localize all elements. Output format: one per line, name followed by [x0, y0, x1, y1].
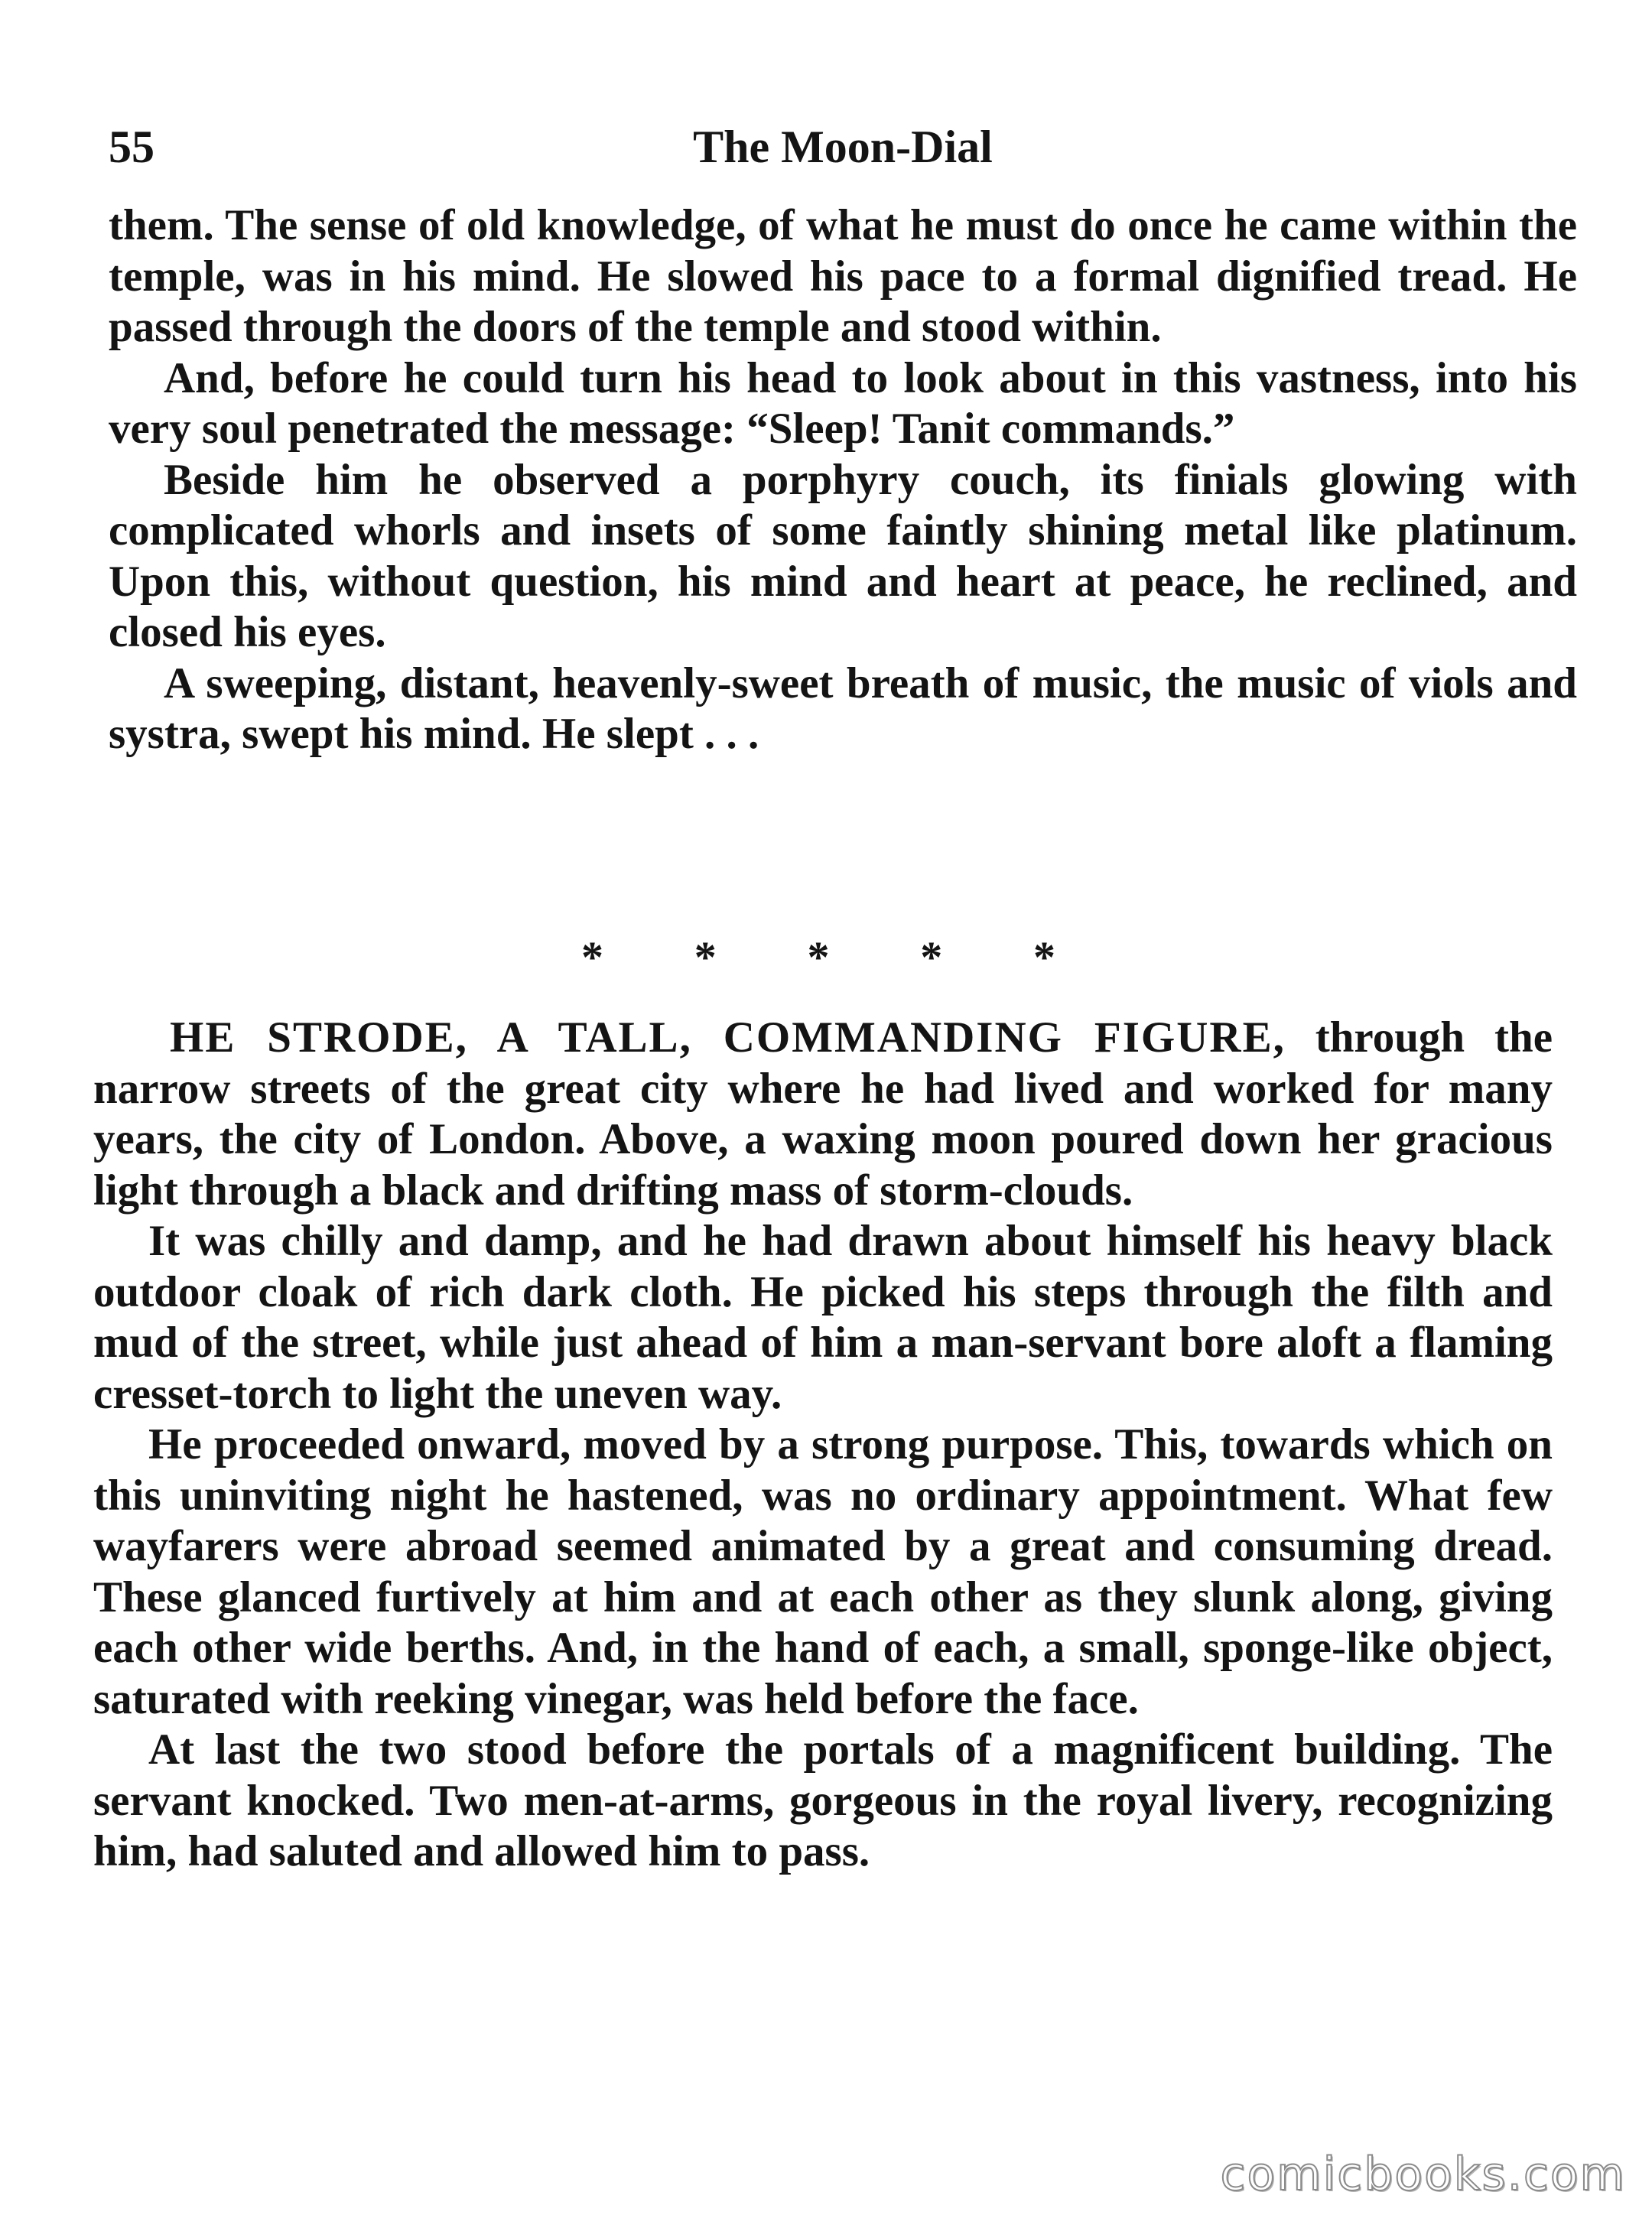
paragraph: It was chilly and damp, and he had drawn about himself his heavy black outdoor cloak of rich dark cloth. He picked his steps through the filth and mud of the street, while just ahead of him a man-servant bore aloft a flaming cresset-torch to light the uneven way. — [93, 1217, 1553, 1418]
running-title: The Moon-Dial — [693, 122, 993, 172]
paragraph: And, before he could turn his head to look about in this vastness, into his very soul penetrated the message: “Sleep! Tanit commands.” — [109, 353, 1577, 453]
paragraph: them. The sense of old knowledge, of what he must do once he came within the temple, was in his mind. He slowed his pace to a formal dignified tread. He passed through the doors of the temple and stood within. — [109, 201, 1577, 351]
separator-asterisk: * — [1033, 932, 1055, 982]
section-one — [109, 200, 1577, 760]
paragraph: Beside him he observed a porphyry couch, its finials glowing with complicated whorls and insets of some faintly shining metal like platinum. Upon this, without question, his mind and heart at peace, he reclined, and closed his eyes. — [109, 455, 1577, 656]
paragraph: He proceeded onward, moved by a strong purpose. This, towards which on this uninviting night he hastened, was no ordinary appointment. What few wayfarers were abroad seemed animated by a great and consuming dread. These glanced furtively at him and at each other as they slunk along, giving each other wide berths. And, in the hand of each, a small, sponge-like object, saturated with reeking vinegar, was held before the face. — [93, 1420, 1553, 1723]
paragraph: A sweeping, distant, heavenly-sweet breath of music, the music of viols and systra, swept his mind. He slept . . . — [109, 659, 1577, 758]
separator-asterisk: * — [581, 932, 603, 982]
lead-caps: HE STRODE, A TALL, COMMANDING FIGURE, — [170, 1013, 1286, 1062]
separator-asterisk: * — [920, 932, 943, 982]
section-two — [93, 1013, 1553, 1878]
separator-asterisk: * — [807, 932, 830, 982]
section-separator — [581, 932, 1055, 983]
watermark: comicbooks.com — [1220, 2148, 1626, 2201]
paragraph: At last the two stood before the portals of a magnificent building. The servant knocked. Two men-at-arms, gorgeous in the royal livery, recognizing him, had saluted and allowed him to pass. — [93, 1725, 1553, 1875]
page-number: 55 — [109, 122, 154, 172]
lead-paragraph — [93, 1013, 1553, 1216]
separator-asterisk: * — [694, 932, 717, 982]
page-header — [109, 121, 1577, 182]
lead-rest: through the narrow streets of the great city where he had lived and worked for many years, the city of London. Above, a waxing moon poured down her gracious light through a black and drifting mass of storm-clouds. — [93, 1013, 1553, 1215]
